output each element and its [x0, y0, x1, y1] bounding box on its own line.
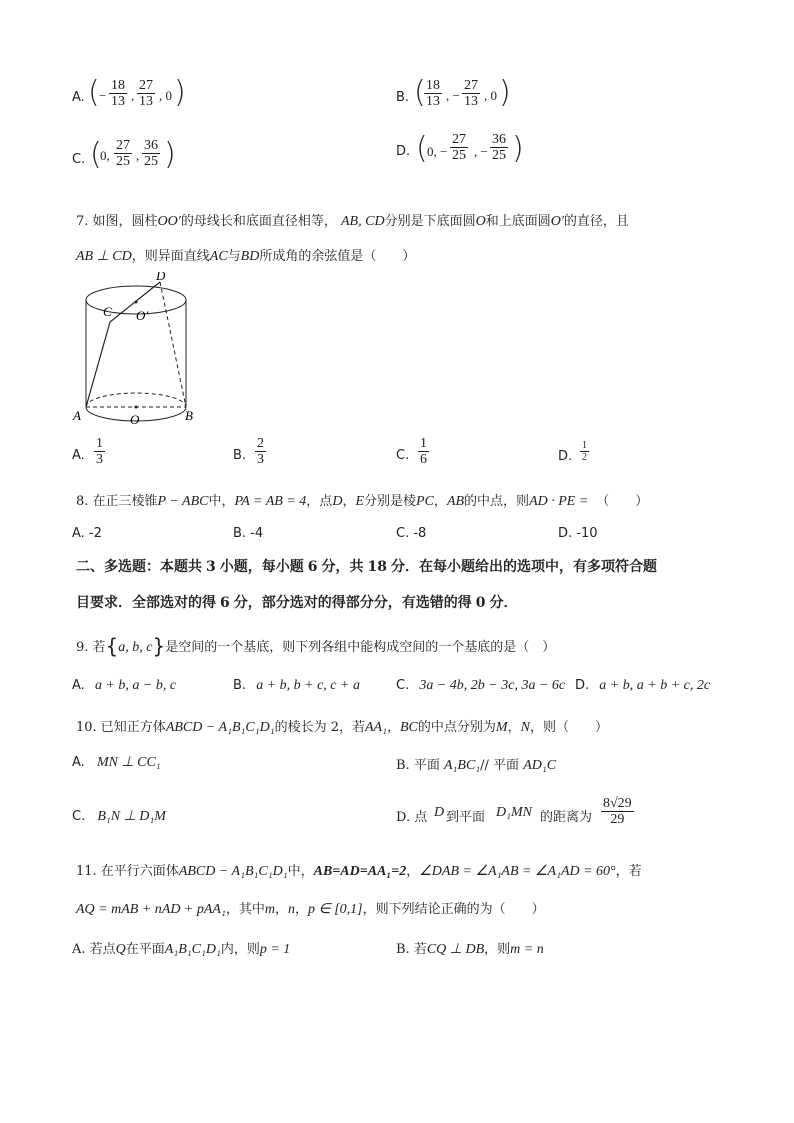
fraction: $\frac{27}{25}$ [116, 138, 130, 169]
fraction: $\frac{18}{13}$ [111, 78, 125, 109]
tuple-head: 0, − [427, 144, 448, 159]
q10-question: 10. 已知正方体ABCD − A₁B₁C₁D₁的棱长为 2，若AA₁，BC的中点分别为M，N，则（ ） [76, 720, 608, 735]
fraction: $\frac{1}{3}$ [96, 436, 103, 467]
comma-neg: , − [446, 88, 460, 103]
fraction: $\frac{27}{13}$ [139, 78, 153, 109]
fraction: $\frac{18}{13}$ [426, 78, 440, 109]
label-b: B [185, 408, 193, 423]
q7-line1: 7. 如图，圆柱OO′的母线长和底面直径相等， AB, CD分别是下底面圆O和上底面圆O′的直径，且 [76, 214, 629, 229]
q9-option-a: A. a + b, a − b, c [72, 678, 177, 693]
paren-close: ) [499, 75, 511, 110]
comma-neg: , − [474, 144, 488, 159]
section-heading: 二、多选题：本题共 3 小题，每小题 6 分，共 18 分．在每小题给出的选项中，有多项符合题 [76, 559, 657, 575]
comma: , [131, 88, 135, 103]
q10-option-a: A. MN ⊥ CC₁ [72, 755, 161, 770]
q11-option-b: B. 若CQ ⊥ DB，则m = n [396, 942, 544, 957]
tuple-tail: , 0 [159, 88, 172, 103]
label-o-prime: O′ [136, 308, 149, 323]
fraction: $\frac{8√29}{29}$ [603, 796, 632, 827]
cylinder-figure [70, 272, 210, 432]
q9-question: 9. 若{a, b, c}是空间的一个基底，则下列各组中能构成空间的一个基底的是（ ） [76, 634, 556, 658]
q8-option-a: A. -2 [72, 526, 102, 541]
q8-question: 8. 在正三棱锥P − ABC中，PA = AB = 4，点D，E分别是棱PC，AB的中点，则AD · PE = （ ） [76, 494, 649, 509]
paren-open: ( [90, 137, 102, 172]
fraction: $\frac{27}{25}$ [452, 132, 466, 163]
q8-option-d: D. -10 [558, 526, 598, 541]
paren-close: ) [164, 137, 176, 172]
segment-ac [86, 322, 110, 407]
fraction: $\frac{27}{13}$ [464, 78, 478, 109]
comma: , [136, 148, 140, 163]
fraction: $\frac{1}{2}$ [582, 440, 587, 463]
point-o-prime [135, 301, 138, 304]
fraction: $\frac{36}{25}$ [492, 132, 506, 163]
q9-option-b: B. a + b, b + c, c + a [233, 678, 360, 693]
option-label: C. [72, 152, 86, 167]
option-label: A. [72, 90, 85, 105]
q8-option-b: B. -4 [233, 526, 264, 541]
q10-option-c: C. B₁N ⊥ D₁M [72, 809, 166, 824]
neg-sign: − [99, 88, 107, 103]
q8-option-c: C. -8 [396, 526, 427, 541]
fraction: $\frac{2}{3}$ [257, 436, 264, 467]
q9-option-c: C. 3a − 4b, 2b − 3c, 3a − 6c [396, 678, 566, 693]
paren-close: ) [512, 131, 524, 166]
q11-option-a: A. 若点Q在平面A₁B₁C₁D₁内，则p = 1 [72, 942, 291, 957]
point-o [135, 406, 138, 409]
label-d: D [156, 272, 166, 283]
q10-option-b: B. 平面 A₁BC₁// 平面 AD₁C [396, 758, 557, 773]
q7-line2: AB ⊥ CD，则异面直线AC与BD所成角的余弦值是（ ） [76, 249, 416, 264]
section-heading-line2: 目要求．全部选对的得 6 分，部分选对的得部分分，有选错的得 0 分． [76, 595, 518, 611]
label-a: A [73, 408, 81, 423]
tuple-head: 0, [100, 148, 110, 163]
option-label: D. [396, 144, 411, 159]
q9-option-d: D. a + b, a + b + c, 2c [575, 678, 711, 693]
fraction: $\frac{36}{25}$ [144, 138, 158, 169]
fraction: $\frac{1}{6}$ [420, 436, 427, 467]
label-c: C [103, 304, 112, 319]
label-o: O [130, 412, 140, 427]
paren-open: ( [414, 75, 426, 110]
bottom-ellipse-back [86, 393, 186, 407]
option-label: B. [396, 90, 410, 105]
q11-question-line2: AQ = mAB + nAD + pAA₁，其中m，n，p ∈ [0,1]，则下列结论正确的为（ ） [76, 902, 545, 917]
paren-open: ( [88, 75, 100, 110]
tuple-tail: , 0 [484, 88, 497, 103]
segment-bd [160, 282, 186, 407]
paren-close: ) [174, 75, 186, 110]
q11-question: 11. 在平行六面体ABCD − A₁B₁C₁D₁中，AB=AD=AA₁=2，∠DAB = ∠A₁AB = ∠A₁AD = 60°，若 [76, 864, 642, 879]
paren-open: ( [416, 131, 428, 166]
